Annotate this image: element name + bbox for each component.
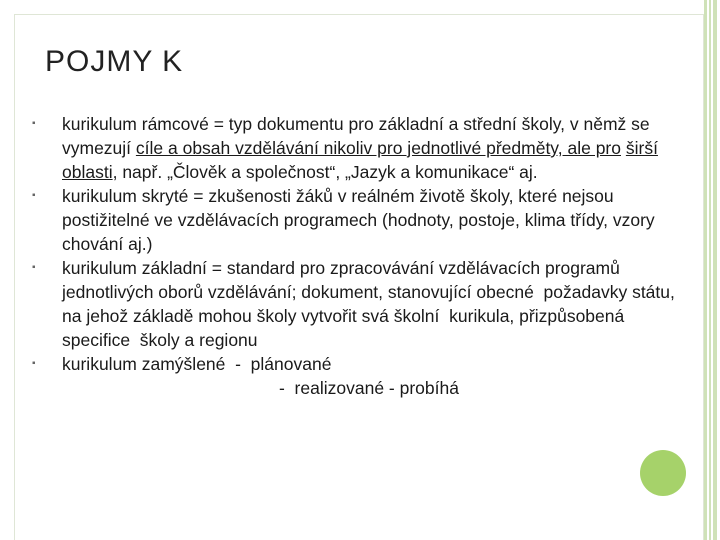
- list-item: [30, 184, 680, 256]
- item-text: , např. „Člověk a společnost“, „Jazyk a komunikace“ aj.: [112, 162, 538, 182]
- decorative-circle: [640, 450, 686, 496]
- item-text-continuation: - realizované - probíhá: [279, 378, 459, 398]
- decorative-stripe: [704, 0, 707, 540]
- decorative-stripe: [713, 0, 717, 540]
- list-item: [30, 352, 680, 400]
- item-text: kurikulum rámcové = typ dokumentu pro základní a střední školy, v němž se vymezují: [62, 114, 650, 158]
- list-item: [30, 256, 680, 352]
- item-text: kurikulum zamýšlené - plánované: [62, 354, 332, 374]
- bullet-icon: ▪: [32, 262, 36, 273]
- underlined-text: širší oblasti: [62, 138, 658, 182]
- decorative-stripe: [709, 0, 711, 540]
- list-item: [30, 112, 680, 184]
- slide-title: POJMY K: [45, 45, 184, 78]
- underlined-text: cíle a obsah vzdělávání nikoliv pro jednotlivé předměty, ale pro: [135, 138, 621, 158]
- item-text: kurikulum základní = standard pro zpracovávání vzdělávacích programů jednotlivých oborů vzdělávání; dokument, stanovující obecné požadavky státu, na jehož základě mohou školy vytvořit svá školní kurikula, přizpůsobená specifice školy a regionu: [62, 258, 680, 350]
- item-text: kurikulum skryté = zkušenosti žáků v reálném životě školy, které nejsou postižitelné ve vzdělávacích programech (hodnoty, postoje, klima třídy, vzory chování aj.): [62, 186, 655, 254]
- bullet-list: [30, 112, 680, 400]
- bullet-icon: ▪: [32, 190, 36, 201]
- bullet-icon: ▪: [32, 358, 36, 369]
- bullet-icon: ▪: [32, 118, 36, 129]
